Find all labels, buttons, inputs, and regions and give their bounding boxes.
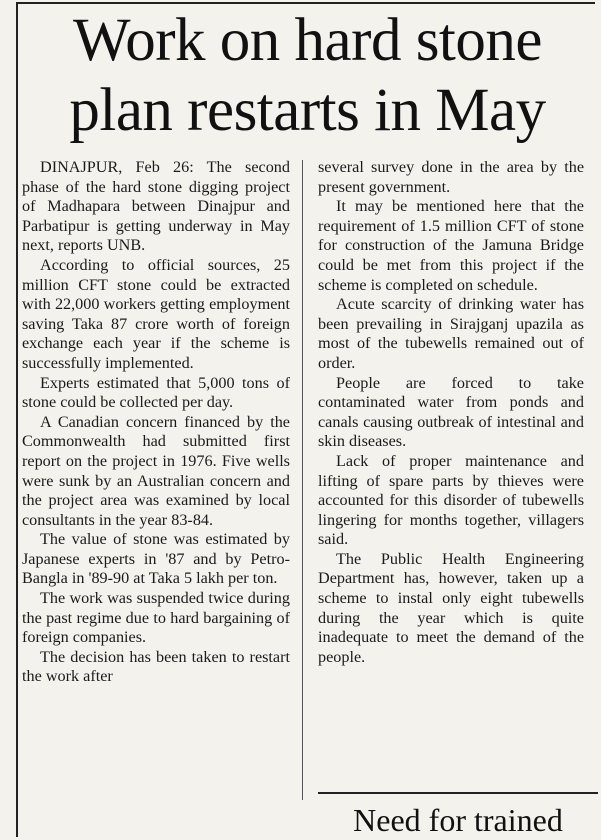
paragraph: DINAJPUR, Feb 26: The second phase of the hard stone digging project of Madhapara between Dinajpur and Parbatipur is getting underway in May next, reports UNB. bbox=[22, 158, 290, 255]
paragraph: A Canadian concern financed by the Commonwealth had submitted first report on the project in 1976. Five wells were sunk by an Australian concern and the project area was examined by local consultants in the year 83-84. bbox=[22, 412, 290, 529]
paragraph-continuation: several survey done in the area by the present government. bbox=[318, 158, 584, 196]
paragraph: According to official sources, 25 million CFT stone could be extracted with 22,000 workers getting employment saving Taka 87 crore worth of foreign exchange each year if the scheme is successfully implemented. bbox=[22, 255, 290, 372]
paragraph: It may be mentioned here that the requirement of 1.5 million CFT of stone for construction of the Jamuna Bridge could be met from this project if the scheme is completed on schedule. bbox=[318, 197, 584, 294]
headline-line-2: plan restarts in May bbox=[69, 77, 546, 144]
paragraph: Acute scarcity of drinking water has been prevailing in Sirajganj upazila as most of the tubewells remained out of order. bbox=[318, 295, 584, 372]
paragraph: The work was suspended twice during the past regime due to hard bargaining of foreign companies. bbox=[22, 589, 290, 647]
paragraph: The value of stone was estimated by Japanese experts in '87 and by Petro-Bangla in '89-90 at Taka 5 lakh per ton. bbox=[22, 530, 290, 588]
left-rule bbox=[16, 2, 18, 837]
next-article-headline: Need for trained bbox=[353, 802, 563, 838]
top-rule bbox=[16, 2, 595, 4]
paragraph: The Public Health Engineering Department has, however, taken up a scheme to instal only eight tubewells during the year which is quite inadequate to meet the demand of the people. bbox=[318, 549, 584, 666]
paragraph: Experts estimated that 5,000 tons of stone could be collected per day. bbox=[22, 373, 290, 412]
right-column bbox=[318, 158, 584, 667]
headline-line-1: Work on hard stone bbox=[73, 7, 542, 74]
left-column bbox=[22, 158, 290, 687]
next-article-rule bbox=[318, 792, 598, 794]
article-headline bbox=[20, 6, 595, 156]
paragraph: Lack of proper maintenance and lifting of spare parts by thieves were accounted for this disorder of tubewells lingering for months together, villagers said. bbox=[318, 451, 584, 549]
column-divider bbox=[302, 160, 303, 800]
paragraph: People are forced to take contaminated water from ponds and canals causing outbreak of intestinal and skin diseases. bbox=[318, 373, 584, 451]
paragraph: The decision has been taken to restart the work after bbox=[22, 647, 290, 686]
